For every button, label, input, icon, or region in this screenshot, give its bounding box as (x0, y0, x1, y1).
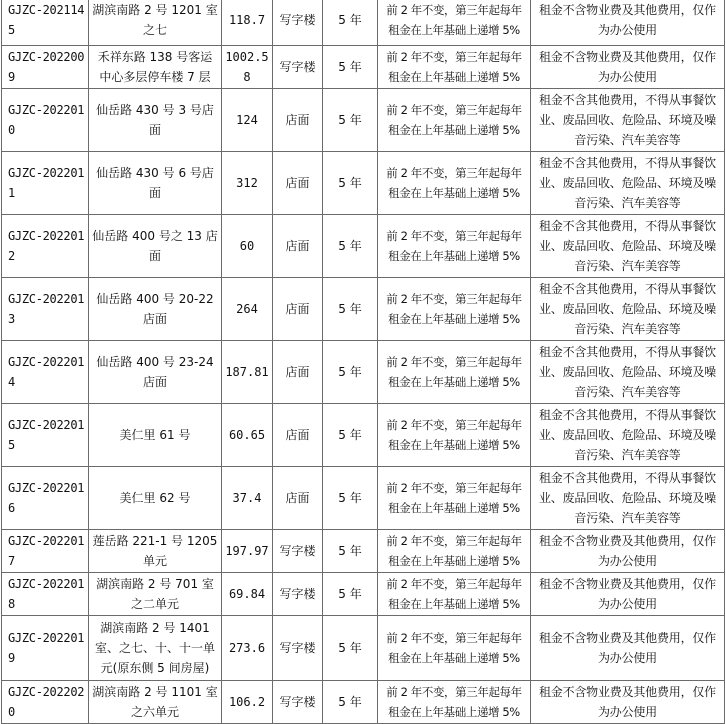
rent-terms: 前 2 年不变，第三年起每年租金在上年基础上递增 5% (378, 46, 531, 89)
table-row (2, 681, 725, 724)
property-area: 60.65 (222, 404, 273, 467)
rent-terms: 前 2 年不变，第三年起每年租金在上年基础上递增 5% (378, 215, 531, 278)
remark: 租金不含其他费用，不得从事餐饮业、废品回收、危险品、环境及噪音污染、汽车美容等 (531, 215, 725, 278)
property-usage: 店面 (273, 278, 323, 341)
remark: 租金不含其他费用，不得从事餐饮业、废品回收、危险品、环境及噪音污染、汽车美容等 (531, 152, 725, 215)
property-usage: 店面 (273, 215, 323, 278)
table-row (2, 573, 725, 616)
property-usage: 写字楼 (273, 616, 323, 681)
lease-term: 5 年 (323, 0, 378, 46)
property-address: 美仁里 62 号 (89, 467, 222, 530)
rent-terms: 前 2 年不变，第三年起每年租金在上年基础上递增 5% (378, 0, 531, 46)
rent-terms: 前 2 年不变，第三年起每年租金在上年基础上递增 5% (378, 467, 531, 530)
property-address: 湖滨南路 2 号 1101 室之六单元 (89, 681, 222, 724)
remark: 租金不含其他费用，不得从事餐饮业、废品回收、危险品、环境及噪音污染、汽车美容等 (531, 404, 725, 467)
lease-term: 5 年 (323, 573, 378, 616)
remark: 租金不含其他费用，不得从事餐饮业、废品回收、危险品、环境及噪音污染、汽车美容等 (531, 467, 725, 530)
property-area: 197.97 (222, 530, 273, 573)
table-row (2, 530, 725, 573)
property-area: 187.81 (222, 341, 273, 404)
property-code: GJZC-2021145 (2, 0, 89, 46)
lease-term: 5 年 (323, 341, 378, 404)
property-code: GJZC-2022018 (2, 573, 89, 616)
table-row (2, 89, 725, 152)
remark: 租金不含物业费及其他费用，仅作为办公使用 (531, 46, 725, 89)
property-area: 37.4 (222, 467, 273, 530)
property-address: 湖滨南路 2 号 1401 室、之七、十、十一单元(原东侧 5 间房屋) (89, 616, 222, 681)
lease-term: 5 年 (323, 89, 378, 152)
property-address: 仙岳路 430 号 6 号店面 (89, 152, 222, 215)
table-row (2, 0, 725, 46)
property-code: GJZC-2022011 (2, 152, 89, 215)
rent-terms: 前 2 年不变，第三年起每年租金在上年基础上递增 5% (378, 152, 531, 215)
rent-terms: 前 2 年不变，第三年起每年租金在上年基础上递增 5% (378, 278, 531, 341)
property-code: GJZC-2022012 (2, 215, 89, 278)
property-area: 1002.58 (222, 46, 273, 89)
property-usage: 店面 (273, 341, 323, 404)
lease-term: 5 年 (323, 152, 378, 215)
property-address: 美仁里 61 号 (89, 404, 222, 467)
property-usage: 写字楼 (273, 681, 323, 724)
table-row (2, 46, 725, 89)
property-area: 106.2 (222, 681, 273, 724)
lease-term: 5 年 (323, 681, 378, 724)
lease-term: 5 年 (323, 278, 378, 341)
remark: 租金不含物业费及其他费用，仅作为办公使用 (531, 616, 725, 681)
property-code: GJZC-2022019 (2, 616, 89, 681)
property-code: GJZC-2022009 (2, 46, 89, 89)
property-code: GJZC-2022010 (2, 89, 89, 152)
remark: 租金不含其他费用，不得从事餐饮业、废品回收、危险品、环境及噪音污染、汽车美容等 (531, 278, 725, 341)
remark: 租金不含其他费用，不得从事餐饮业、废品回收、危险品、环境及噪音污染、汽车美容等 (531, 341, 725, 404)
table-row (2, 278, 725, 341)
table-row (2, 616, 725, 681)
property-address: 仙岳路 400 号 20-22 店面 (89, 278, 222, 341)
lease-term: 5 年 (323, 404, 378, 467)
rent-terms: 前 2 年不变，第三年起每年租金在上年基础上递增 5% (378, 681, 531, 724)
remark: 租金不含物业费及其他费用，仅作为办公使用 (531, 681, 725, 724)
property-address: 仙岳路 400 号之 13 店面 (89, 215, 222, 278)
property-address: 湖滨南路 2 号 701 室之二单元 (89, 573, 222, 616)
rent-terms: 前 2 年不变，第三年起每年租金在上年基础上递增 5% (378, 89, 531, 152)
remark: 租金不含其他费用，不得从事餐饮业、废品回收、危险品、环境及噪音污染、汽车美容等 (531, 89, 725, 152)
property-address: 湖滨南路 2 号 1201 室之七 (89, 0, 222, 46)
rent-terms: 前 2 年不变，第三年起每年租金在上年基础上递增 5% (378, 616, 531, 681)
rent-terms: 前 2 年不变，第三年起每年租金在上年基础上递增 5% (378, 573, 531, 616)
rent-terms: 前 2 年不变，第三年起每年租金在上年基础上递增 5% (378, 341, 531, 404)
property-area: 273.6 (222, 616, 273, 681)
table-row (2, 467, 725, 530)
property-address: 禾祥东路 138 号客运中心多层停车楼 7 层 (89, 46, 222, 89)
property-area: 312 (222, 152, 273, 215)
rent-terms: 前 2 年不变，第三年起每年租金在上年基础上递增 5% (378, 404, 531, 467)
remark: 租金不含物业费及其他费用，仅作为办公使用 (531, 0, 725, 46)
property-code: GJZC-2022013 (2, 278, 89, 341)
remark: 租金不含物业费及其他费用，仅作为办公使用 (531, 530, 725, 573)
property-area: 60 (222, 215, 273, 278)
property-address: 莲岳路 221-1 号 1205 单元 (89, 530, 222, 573)
property-usage: 写字楼 (273, 46, 323, 89)
property-address: 仙岳路 430 号 3 号店面 (89, 89, 222, 152)
property-code: GJZC-2022017 (2, 530, 89, 573)
property-code: GJZC-2022016 (2, 467, 89, 530)
property-usage: 店面 (273, 89, 323, 152)
lease-term: 5 年 (323, 616, 378, 681)
property-code: GJZC-2022015 (2, 404, 89, 467)
property-usage: 店面 (273, 467, 323, 530)
property-area: 124 (222, 89, 273, 152)
lease-term: 5 年 (323, 530, 378, 573)
property-area: 118.7 (222, 0, 273, 46)
property-code: GJZC-2022020 (2, 681, 89, 724)
property-listing-table (1, 0, 725, 724)
property-area: 264 (222, 278, 273, 341)
property-usage: 店面 (273, 152, 323, 215)
property-address: 仙岳路 400 号 23-24 店面 (89, 341, 222, 404)
table-row (2, 215, 725, 278)
lease-term: 5 年 (323, 467, 378, 530)
table-body (2, 0, 725, 724)
property-usage: 店面 (273, 404, 323, 467)
lease-term: 5 年 (323, 46, 378, 89)
property-usage: 写字楼 (273, 0, 323, 46)
property-usage: 写字楼 (273, 530, 323, 573)
property-area: 69.84 (222, 573, 273, 616)
rent-terms: 前 2 年不变，第三年起每年租金在上年基础上递增 5% (378, 530, 531, 573)
property-code: GJZC-2022014 (2, 341, 89, 404)
remark: 租金不含物业费及其他费用，仅作为办公使用 (531, 573, 725, 616)
table-row (2, 152, 725, 215)
lease-term: 5 年 (323, 215, 378, 278)
property-usage: 写字楼 (273, 573, 323, 616)
table-row (2, 404, 725, 467)
table-row (2, 341, 725, 404)
